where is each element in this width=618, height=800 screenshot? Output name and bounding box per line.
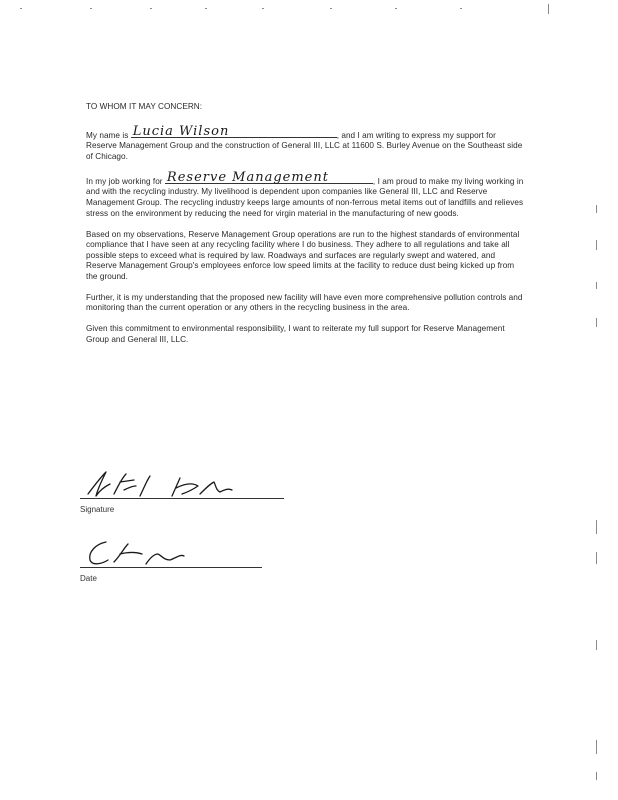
employment-continuation-text: , I am proud to make my living working in and with the recycling industry. My livelihood is dependent upon companies like General III, LLC and Reserve Management Group. The recycling industry keeps large amounts of non-ferrous metal items out of landfills and relieves stress on the environment by reducing the need for virgin material in the manufacturing of new goods. xyxy=(86,176,524,218)
salutation: TO WHOM IT MAY CONCERN: xyxy=(86,102,203,111)
handwritten-name: Lucia Wilson xyxy=(132,124,230,139)
handwritten-employer: Reserve Management xyxy=(166,170,329,186)
signature-line xyxy=(80,498,284,499)
paragraph-observations: Based on my observations, Reserve Management Group operations are run to the highest standards of environmental compliance that I have seen at any recycling facility where I do business. They adhere to all regulations and take all possible steps to exceed what is required by law. Roadways and surfaces are regularly swept and watered, and Reserve Management Group's employees enforce low speed limits at the facility to reduce dust being kicked up from the ground. xyxy=(86,229,520,281)
paragraph-employment xyxy=(86,170,524,219)
paragraph-introduction xyxy=(86,124,524,163)
paragraph-future-facility: Further, it is my understanding that the proposed new facility will have even more comprehensive pollution controls and monitoring than the current operation or any others in the recycling business in the area. xyxy=(86,292,523,313)
name-fill-line xyxy=(131,124,337,139)
name-intro-text: My name is xyxy=(86,130,129,140)
handwritten-signature xyxy=(80,468,290,502)
paragraph-conclusion: Given this commitment to environmental responsibility, I want to reiterate my full support for Reserve Management Group and General III, LLC. xyxy=(86,324,505,345)
signature-label: Signature xyxy=(80,505,115,514)
employer-fill-line xyxy=(165,170,373,186)
letter-body xyxy=(86,102,524,356)
handwritten-date-mark xyxy=(80,536,270,570)
date-line xyxy=(80,567,262,568)
intro-continuation-text: , and I am writing to express my support for Reserve Management Group and the construction of General III, LLC at 11600 S. Burley Avenue on the Southeast side of Chicago. xyxy=(86,130,523,161)
date-label: Date xyxy=(80,574,97,583)
employment-intro-text: In my job working for xyxy=(86,176,163,186)
